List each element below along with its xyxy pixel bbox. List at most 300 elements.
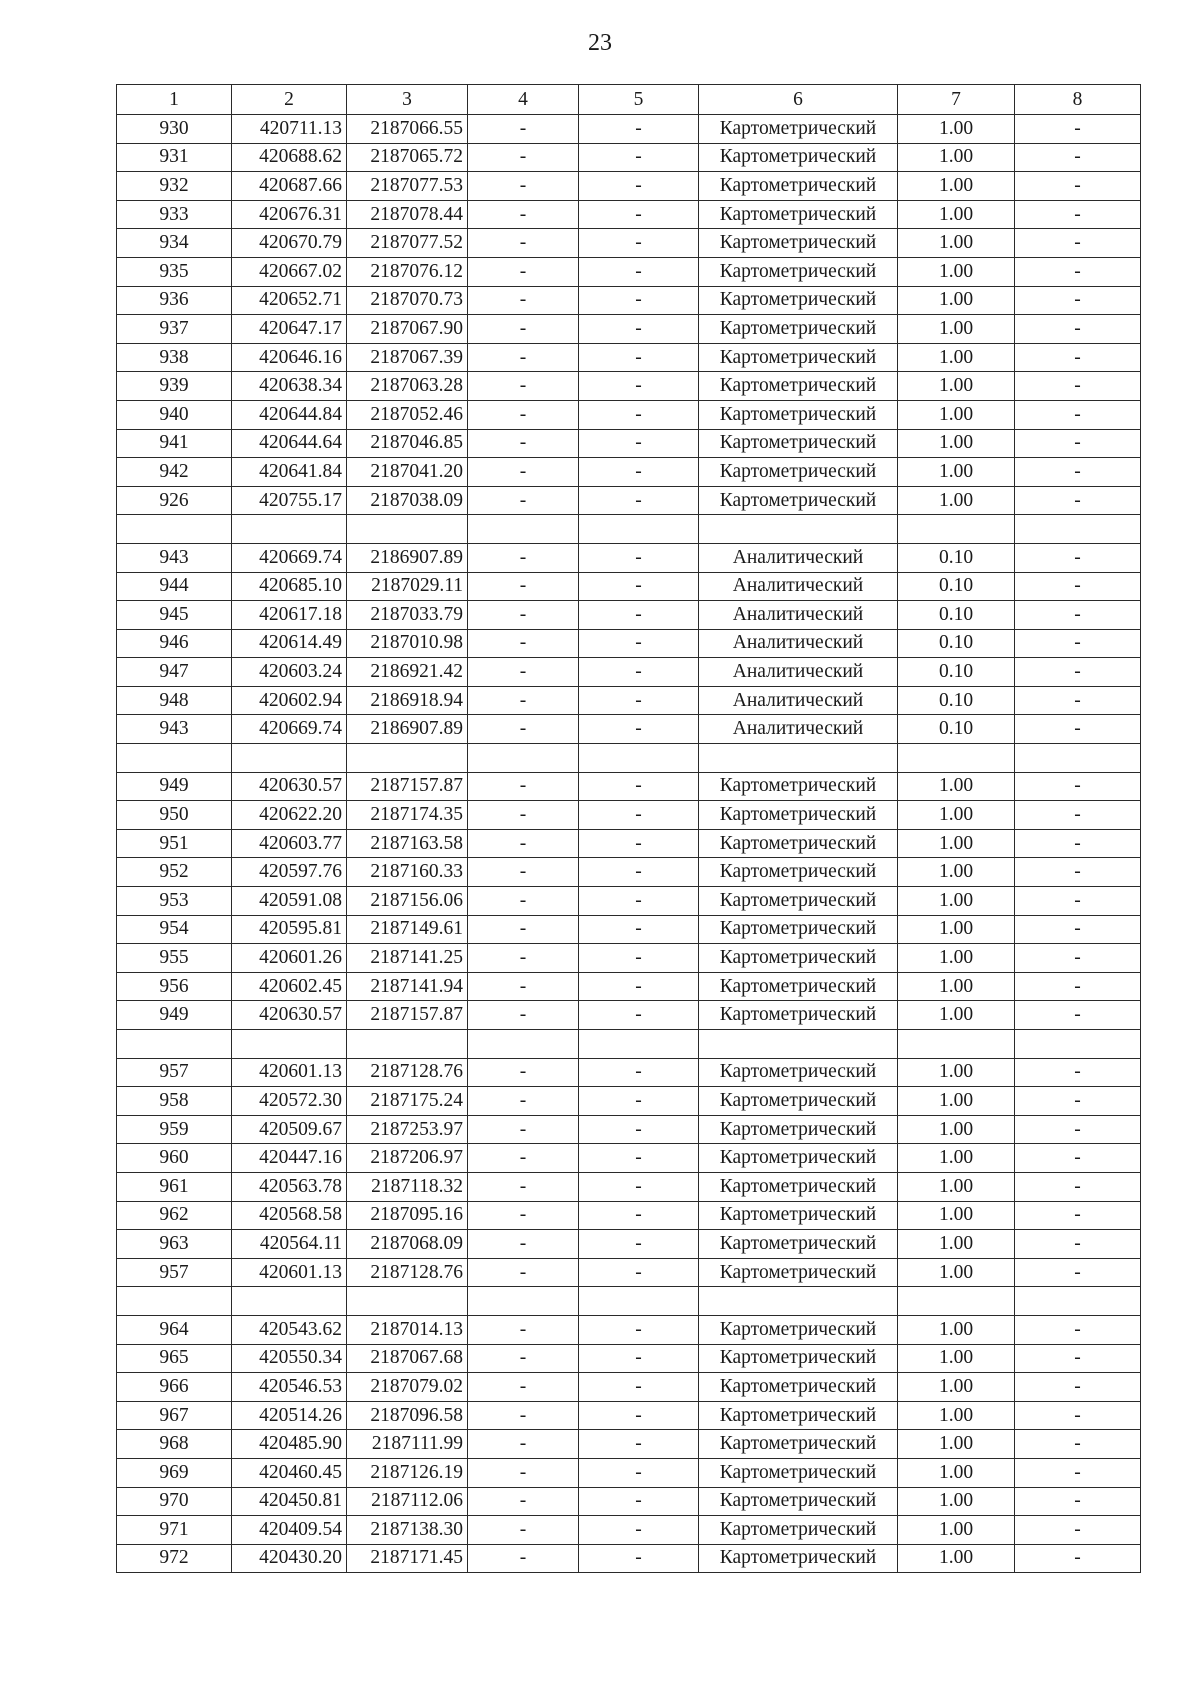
table-body	[117, 115, 1141, 1573]
accuracy-cell: 0.10	[898, 658, 1015, 687]
point-number-cell: 943	[117, 543, 232, 572]
y-coordinate-cell: 2187078.44	[347, 200, 468, 229]
x-coordinate-cell: 420550.34	[232, 1344, 347, 1373]
col-8-cell: -	[1015, 629, 1141, 658]
column-header-5: 5	[579, 85, 699, 115]
separator-cell	[699, 1030, 898, 1059]
method-cell: Картометрический	[699, 1401, 898, 1430]
accuracy-cell: 1.00	[898, 1001, 1015, 1030]
point-number-cell: 965	[117, 1344, 232, 1373]
col-8-cell: -	[1015, 115, 1141, 144]
y-coordinate-cell: 2187033.79	[347, 601, 468, 630]
col-8-cell: -	[1015, 1344, 1141, 1373]
y-coordinate-cell: 2187029.11	[347, 572, 468, 601]
col-5-cell: -	[579, 1201, 699, 1230]
accuracy-cell: 0.10	[898, 686, 1015, 715]
separator-cell	[347, 744, 468, 773]
col-5-cell: -	[579, 200, 699, 229]
accuracy-cell: 1.00	[898, 257, 1015, 286]
separator-row	[117, 1287, 1141, 1316]
table-row	[117, 1201, 1141, 1230]
col-4-cell: -	[468, 1144, 579, 1173]
col-8-cell: -	[1015, 1544, 1141, 1573]
y-coordinate-cell: 2187014.13	[347, 1315, 468, 1344]
col-5-cell: -	[579, 1401, 699, 1430]
point-number-cell: 971	[117, 1516, 232, 1545]
col-8-cell: -	[1015, 1172, 1141, 1201]
y-coordinate-cell: 2187095.16	[347, 1201, 468, 1230]
point-number-cell: 958	[117, 1087, 232, 1116]
table-row	[117, 801, 1141, 830]
point-number-cell: 938	[117, 343, 232, 372]
col-5-cell: -	[579, 1172, 699, 1201]
separator-cell	[232, 1030, 347, 1059]
table-row	[117, 715, 1141, 744]
method-cell: Картометрический	[699, 1344, 898, 1373]
x-coordinate-cell: 420644.84	[232, 400, 347, 429]
y-coordinate-cell: 2187046.85	[347, 429, 468, 458]
table-row	[117, 1058, 1141, 1087]
accuracy-cell: 1.00	[898, 1172, 1015, 1201]
separator-cell	[117, 1287, 232, 1316]
method-cell: Картометрический	[699, 400, 898, 429]
point-number-cell: 960	[117, 1144, 232, 1173]
separator-cell	[1015, 515, 1141, 544]
accuracy-cell: 1.00	[898, 200, 1015, 229]
method-cell: Картометрический	[699, 200, 898, 229]
method-cell: Аналитический	[699, 601, 898, 630]
method-cell: Картометрический	[699, 829, 898, 858]
method-cell: Картометрический	[699, 1001, 898, 1030]
method-cell: Картометрический	[699, 172, 898, 201]
col-5-cell: -	[579, 1144, 699, 1173]
col-5-cell: -	[579, 1230, 699, 1259]
col-8-cell: -	[1015, 143, 1141, 172]
table-row	[117, 1430, 1141, 1459]
col-5-cell: -	[579, 887, 699, 916]
col-4-cell: -	[468, 572, 579, 601]
x-coordinate-cell: 420622.20	[232, 801, 347, 830]
method-cell: Картометрический	[699, 1487, 898, 1516]
method-cell: Картометрический	[699, 1544, 898, 1573]
point-number-cell: 934	[117, 229, 232, 258]
x-coordinate-cell: 420409.54	[232, 1516, 347, 1545]
col-5-cell: -	[579, 343, 699, 372]
separator-cell	[232, 515, 347, 544]
y-coordinate-cell: 2187067.68	[347, 1344, 468, 1373]
table-row	[117, 1487, 1141, 1516]
y-coordinate-cell: 2187065.72	[347, 143, 468, 172]
table-row	[117, 829, 1141, 858]
point-number-cell: 950	[117, 801, 232, 830]
method-cell: Картометрический	[699, 429, 898, 458]
accuracy-cell: 1.00	[898, 143, 1015, 172]
col-8-cell: -	[1015, 400, 1141, 429]
table-row	[117, 972, 1141, 1001]
method-cell: Картометрический	[699, 944, 898, 973]
x-coordinate-cell: 420641.84	[232, 458, 347, 487]
col-5-cell: -	[579, 1115, 699, 1144]
point-number-cell: 951	[117, 829, 232, 858]
point-number-cell: 953	[117, 887, 232, 916]
col-4-cell: -	[468, 1115, 579, 1144]
accuracy-cell: 1.00	[898, 1230, 1015, 1259]
table-row	[117, 658, 1141, 687]
table-row	[117, 143, 1141, 172]
x-coordinate-cell: 420447.16	[232, 1144, 347, 1173]
col-4-cell: -	[468, 143, 579, 172]
col-4-cell: -	[468, 715, 579, 744]
method-cell: Картометрический	[699, 1458, 898, 1487]
x-coordinate-cell: 420430.20	[232, 1544, 347, 1573]
table-row	[117, 572, 1141, 601]
accuracy-cell: 1.00	[898, 115, 1015, 144]
table-row	[117, 1144, 1141, 1173]
separator-row	[117, 744, 1141, 773]
table-row	[117, 315, 1141, 344]
table-row	[117, 543, 1141, 572]
col-5-cell: -	[579, 1258, 699, 1287]
point-number-cell: 940	[117, 400, 232, 429]
point-number-cell: 956	[117, 972, 232, 1001]
point-number-cell: 936	[117, 286, 232, 315]
col-4-cell: -	[468, 1344, 579, 1373]
separator-cell	[117, 744, 232, 773]
y-coordinate-cell: 2187175.24	[347, 1087, 468, 1116]
method-cell: Картометрический	[699, 1087, 898, 1116]
point-number-cell: 949	[117, 772, 232, 801]
col-5-cell: -	[579, 1344, 699, 1373]
x-coordinate-cell: 420509.67	[232, 1115, 347, 1144]
col-5-cell: -	[579, 772, 699, 801]
col-4-cell: -	[468, 315, 579, 344]
point-number-cell: 946	[117, 629, 232, 658]
col-4-cell: -	[468, 772, 579, 801]
col-4-cell: -	[468, 629, 579, 658]
accuracy-cell: 0.10	[898, 629, 1015, 658]
col-8-cell: -	[1015, 1458, 1141, 1487]
method-cell: Картометрический	[699, 343, 898, 372]
col-4-cell: -	[468, 172, 579, 201]
col-4-cell: -	[468, 429, 579, 458]
x-coordinate-cell: 420602.94	[232, 686, 347, 715]
col-5-cell: -	[579, 572, 699, 601]
accuracy-cell: 1.00	[898, 1487, 1015, 1516]
col-4-cell: -	[468, 257, 579, 286]
col-8-cell: -	[1015, 658, 1141, 687]
method-cell: Картометрический	[699, 458, 898, 487]
method-cell: Картометрический	[699, 1115, 898, 1144]
y-coordinate-cell: 2186907.89	[347, 543, 468, 572]
accuracy-cell: 1.00	[898, 400, 1015, 429]
x-coordinate-cell: 420670.79	[232, 229, 347, 258]
x-coordinate-cell: 420546.53	[232, 1373, 347, 1402]
separator-cell	[898, 1030, 1015, 1059]
point-number-cell: 962	[117, 1201, 232, 1230]
y-coordinate-cell: 2187253.97	[347, 1115, 468, 1144]
col-5-cell: -	[579, 372, 699, 401]
y-coordinate-cell: 2187038.09	[347, 486, 468, 515]
col-5-cell: -	[579, 829, 699, 858]
y-coordinate-cell: 2187111.99	[347, 1430, 468, 1459]
col-8-cell: -	[1015, 572, 1141, 601]
accuracy-cell: 1.00	[898, 1258, 1015, 1287]
method-cell: Картометрический	[699, 1315, 898, 1344]
y-coordinate-cell: 2187163.58	[347, 829, 468, 858]
y-coordinate-cell: 2187206.97	[347, 1144, 468, 1173]
point-number-cell: 966	[117, 1373, 232, 1402]
col-8-cell: -	[1015, 887, 1141, 916]
x-coordinate-cell: 420603.77	[232, 829, 347, 858]
point-number-cell: 957	[117, 1058, 232, 1087]
x-coordinate-cell: 420669.74	[232, 543, 347, 572]
col-4-cell: -	[468, 1230, 579, 1259]
col-5-cell: -	[579, 229, 699, 258]
col-5-cell: -	[579, 1458, 699, 1487]
col-4-cell: -	[468, 1315, 579, 1344]
accuracy-cell: 1.00	[898, 1516, 1015, 1545]
col-8-cell: -	[1015, 1430, 1141, 1459]
accuracy-cell: 0.10	[898, 601, 1015, 630]
point-number-cell: 963	[117, 1230, 232, 1259]
column-header-3: 3	[347, 85, 468, 115]
point-number-cell: 947	[117, 658, 232, 687]
col-4-cell: -	[468, 601, 579, 630]
point-number-cell: 964	[117, 1315, 232, 1344]
x-coordinate-cell: 420602.45	[232, 972, 347, 1001]
col-8-cell: -	[1015, 486, 1141, 515]
col-8-cell: -	[1015, 944, 1141, 973]
method-cell: Картометрический	[699, 1058, 898, 1087]
col-5-cell: -	[579, 543, 699, 572]
col-4-cell: -	[468, 200, 579, 229]
col-5-cell: -	[579, 286, 699, 315]
col-5-cell: -	[579, 1373, 699, 1402]
x-coordinate-cell: 420669.74	[232, 715, 347, 744]
separator-cell	[579, 744, 699, 773]
y-coordinate-cell: 2187128.76	[347, 1058, 468, 1087]
accuracy-cell: 1.00	[898, 1544, 1015, 1573]
accuracy-cell: 0.10	[898, 543, 1015, 572]
separator-cell	[898, 515, 1015, 544]
x-coordinate-cell: 420644.64	[232, 429, 347, 458]
col-4-cell: -	[468, 829, 579, 858]
method-cell: Аналитический	[699, 543, 898, 572]
x-coordinate-cell: 420755.17	[232, 486, 347, 515]
col-4-cell: -	[468, 1544, 579, 1573]
col-5-cell: -	[579, 715, 699, 744]
method-cell: Картометрический	[699, 1230, 898, 1259]
separator-cell	[579, 1287, 699, 1316]
x-coordinate-cell: 420667.02	[232, 257, 347, 286]
point-number-cell: 930	[117, 115, 232, 144]
accuracy-cell: 0.10	[898, 572, 1015, 601]
accuracy-cell: 1.00	[898, 429, 1015, 458]
col-8-cell: -	[1015, 1001, 1141, 1030]
y-coordinate-cell: 2187066.55	[347, 115, 468, 144]
separator-cell	[1015, 1030, 1141, 1059]
accuracy-cell: 1.00	[898, 1115, 1015, 1144]
table-row	[117, 229, 1141, 258]
col-8-cell: -	[1015, 829, 1141, 858]
x-coordinate-cell: 420450.81	[232, 1487, 347, 1516]
point-number-cell: 969	[117, 1458, 232, 1487]
y-coordinate-cell: 2186918.94	[347, 686, 468, 715]
col-4-cell: -	[468, 944, 579, 973]
accuracy-cell: 1.00	[898, 1373, 1015, 1402]
col-4-cell: -	[468, 1258, 579, 1287]
y-coordinate-cell: 2187157.87	[347, 772, 468, 801]
y-coordinate-cell: 2187118.32	[347, 1172, 468, 1201]
x-coordinate-cell: 420564.11	[232, 1230, 347, 1259]
col-8-cell: -	[1015, 1201, 1141, 1230]
y-coordinate-cell: 2187126.19	[347, 1458, 468, 1487]
page-number: 23	[588, 30, 612, 56]
col-5-cell: -	[579, 1315, 699, 1344]
col-5-cell: -	[579, 629, 699, 658]
point-number-cell: 939	[117, 372, 232, 401]
y-coordinate-cell: 2187067.90	[347, 315, 468, 344]
y-coordinate-cell: 2187079.02	[347, 1373, 468, 1402]
col-4-cell: -	[468, 658, 579, 687]
accuracy-cell: 1.00	[898, 829, 1015, 858]
table-row	[117, 858, 1141, 887]
separator-row	[117, 515, 1141, 544]
method-cell: Картометрический	[699, 1144, 898, 1173]
col-5-cell: -	[579, 115, 699, 144]
col-5-cell: -	[579, 944, 699, 973]
col-4-cell: -	[468, 801, 579, 830]
col-4-cell: -	[468, 115, 579, 144]
col-8-cell: -	[1015, 972, 1141, 1001]
accuracy-cell: 1.00	[898, 858, 1015, 887]
table-row	[117, 458, 1141, 487]
separator-cell	[1015, 744, 1141, 773]
accuracy-cell: 1.00	[898, 1201, 1015, 1230]
col-5-cell: -	[579, 858, 699, 887]
method-cell: Картометрический	[699, 1373, 898, 1402]
col-8-cell: -	[1015, 543, 1141, 572]
x-coordinate-cell: 420630.57	[232, 772, 347, 801]
col-4-cell: -	[468, 858, 579, 887]
col-8-cell: -	[1015, 1230, 1141, 1259]
table-row	[117, 1401, 1141, 1430]
point-number-cell: 943	[117, 715, 232, 744]
y-coordinate-cell: 2187138.30	[347, 1516, 468, 1545]
accuracy-cell: 1.00	[898, 1430, 1015, 1459]
column-header-4: 4	[468, 85, 579, 115]
point-number-cell: 926	[117, 486, 232, 515]
col-4-cell: -	[468, 1373, 579, 1402]
col-4-cell: -	[468, 543, 579, 572]
method-cell: Аналитический	[699, 572, 898, 601]
method-cell: Картометрический	[699, 972, 898, 1001]
x-coordinate-cell: 420485.90	[232, 1430, 347, 1459]
separator-cell	[347, 1030, 468, 1059]
col-5-cell: -	[579, 429, 699, 458]
col-4-cell: -	[468, 372, 579, 401]
x-coordinate-cell: 420514.26	[232, 1401, 347, 1430]
point-number-cell: 944	[117, 572, 232, 601]
table-row	[117, 1001, 1141, 1030]
x-coordinate-cell: 420563.78	[232, 1172, 347, 1201]
y-coordinate-cell: 2187096.58	[347, 1401, 468, 1430]
separator-cell	[1015, 1287, 1141, 1316]
accuracy-cell: 1.00	[898, 1401, 1015, 1430]
separator-cell	[898, 1287, 1015, 1316]
separator-cell	[468, 1030, 579, 1059]
col-8-cell: -	[1015, 1058, 1141, 1087]
y-coordinate-cell: 2187077.53	[347, 172, 468, 201]
x-coordinate-cell: 420652.71	[232, 286, 347, 315]
table-row	[117, 1544, 1141, 1573]
point-number-cell: 957	[117, 1258, 232, 1287]
col-4-cell: -	[468, 887, 579, 916]
x-coordinate-cell: 420638.34	[232, 372, 347, 401]
table-row	[117, 400, 1141, 429]
col-5-cell: -	[579, 972, 699, 1001]
col-4-cell: -	[468, 972, 579, 1001]
x-coordinate-cell: 420601.13	[232, 1258, 347, 1287]
col-4-cell: -	[468, 1201, 579, 1230]
col-4-cell: -	[468, 286, 579, 315]
col-4-cell: -	[468, 458, 579, 487]
x-coordinate-cell: 420591.08	[232, 887, 347, 916]
y-coordinate-cell: 2187070.73	[347, 286, 468, 315]
accuracy-cell: 1.00	[898, 1144, 1015, 1173]
col-8-cell: -	[1015, 1115, 1141, 1144]
col-4-cell: -	[468, 1487, 579, 1516]
method-cell: Картометрический	[699, 1258, 898, 1287]
accuracy-cell: 1.00	[898, 972, 1015, 1001]
accuracy-cell: 1.00	[898, 1087, 1015, 1116]
x-coordinate-cell: 420543.62	[232, 1315, 347, 1344]
table-row	[117, 944, 1141, 973]
col-8-cell: -	[1015, 1144, 1141, 1173]
method-cell: Картометрический	[699, 257, 898, 286]
col-4-cell: -	[468, 1458, 579, 1487]
y-coordinate-cell: 2187076.12	[347, 257, 468, 286]
col-8-cell: -	[1015, 801, 1141, 830]
table-row	[117, 601, 1141, 630]
col-5-cell: -	[579, 915, 699, 944]
col-8-cell: -	[1015, 1401, 1141, 1430]
separator-cell	[232, 744, 347, 773]
y-coordinate-cell: 2186907.89	[347, 715, 468, 744]
table-row	[117, 629, 1141, 658]
point-number-cell: 949	[117, 1001, 232, 1030]
y-coordinate-cell: 2187128.76	[347, 1258, 468, 1287]
col-5-cell: -	[579, 1430, 699, 1459]
point-number-cell: 954	[117, 915, 232, 944]
table-row	[117, 915, 1141, 944]
x-coordinate-cell: 420646.16	[232, 343, 347, 372]
method-cell: Аналитический	[699, 715, 898, 744]
col-4-cell: -	[468, 486, 579, 515]
method-cell: Картометрический	[699, 915, 898, 944]
accuracy-cell: 1.00	[898, 372, 1015, 401]
y-coordinate-cell: 2187171.45	[347, 1544, 468, 1573]
table-row	[117, 1315, 1141, 1344]
table-row	[117, 1172, 1141, 1201]
separator-cell	[347, 1287, 468, 1316]
col-4-cell: -	[468, 229, 579, 258]
col-8-cell: -	[1015, 458, 1141, 487]
method-cell: Картометрический	[699, 372, 898, 401]
y-coordinate-cell: 2187077.52	[347, 229, 468, 258]
y-coordinate-cell: 2187149.61	[347, 915, 468, 944]
table-row	[117, 686, 1141, 715]
